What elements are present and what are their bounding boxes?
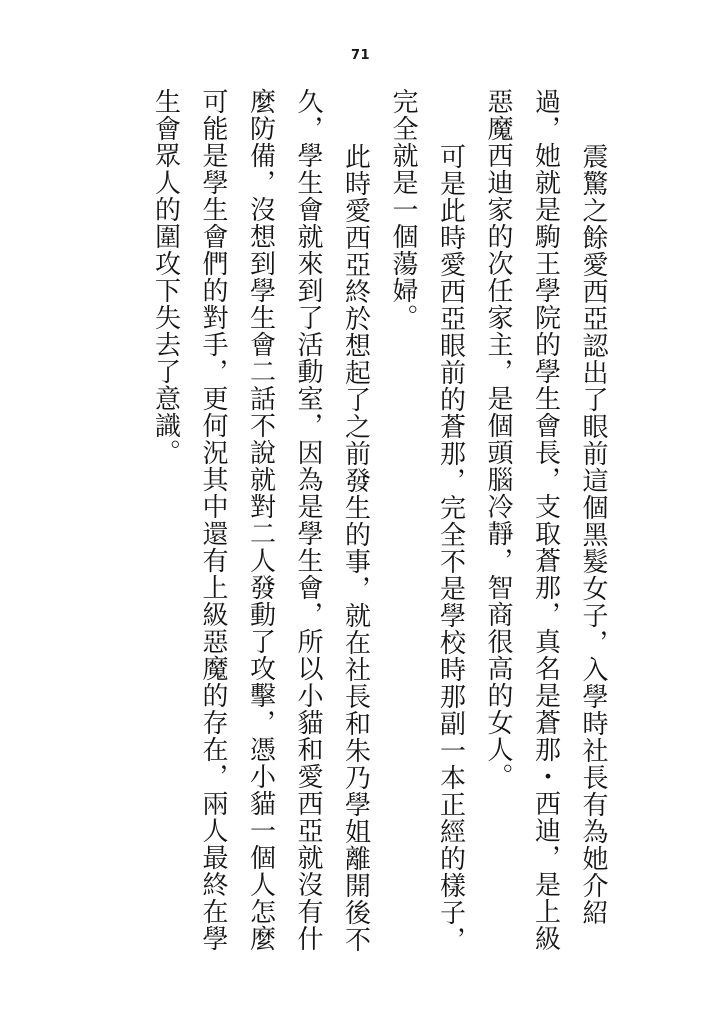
- page-number: 71: [350, 48, 371, 63]
- paragraph-2: 可是此時愛西亞眼前的蒼那，完全不是學校時那副一本正經的樣子，完全就是一個蕩婦。: [388, 88, 466, 953]
- paragraph-1: 震驚之餘愛西亞認出了眼前這個黑髮女子，入學時社長有為她介紹過，她就是駒王學院的學生會長，支取蒼那，真名是蒼那・西迪，是上級惡魔西迪家的次任家主，是個頭腦冷靜，智商很高的女人。: [483, 88, 608, 952]
- vertical-text-body: [141, 88, 616, 954]
- paragraph-3: 此時愛西亞終於想起了之前發生的事，就在社長和朱乃學姐離開後不久，學生會就來到了活動室，因為是學生會，所以小貓和愛西亞就沒有什麼防備，沒想到學生會二話不說就對二人發動了攻擊，憑小貓一個人怎麼可能是學生會們的對手，更何況其中還有上級惡魔的存在，兩人最終在學生會眾人的圍攻下失去了意識。: [150, 88, 371, 953]
